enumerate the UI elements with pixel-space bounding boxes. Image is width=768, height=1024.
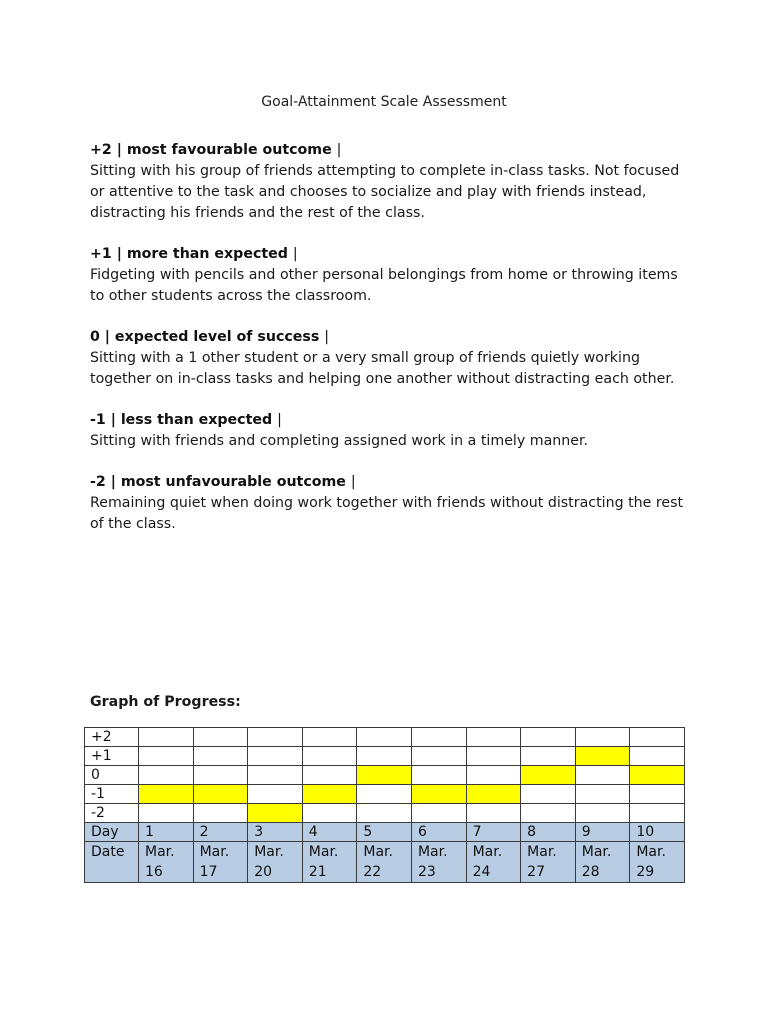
progress-mark [575,747,630,766]
level-heading-pipe: | [336,142,342,158]
date-month: Mar. [145,844,175,860]
graph-title: Graph of Progress: [90,694,241,710]
date-cell [466,842,521,883]
date-day: 17 [199,864,218,880]
date-cell [630,842,685,883]
grid-cell [466,747,521,766]
date-month: Mar. [636,844,666,860]
date-cell [248,842,303,883]
grid-cell [302,728,357,747]
progress-mark [521,766,576,785]
grid-cell [302,804,357,823]
level-heading [90,472,690,493]
row-label: -2 [85,804,139,823]
level-heading [90,244,690,265]
grid-cell [521,804,576,823]
grid-cell [521,728,576,747]
progress-mark [630,766,685,785]
date-day: 28 [581,864,600,880]
progress-mark [139,785,194,804]
grid-cell [630,804,685,823]
day-number: 4 [302,823,357,842]
date-cell [357,842,412,883]
progress-mark [466,785,521,804]
grid-cell [411,728,466,747]
level-0 [90,327,690,390]
level-minus-2 [90,472,690,535]
grid-cell [521,785,576,804]
grid-cell [139,728,194,747]
grid-cell [357,747,412,766]
grid-cell [193,747,248,766]
day-row [85,823,685,842]
goal-levels [90,140,690,555]
date-month: Mar. [363,844,393,860]
grid-cell [575,728,630,747]
grid-cell [193,766,248,785]
day-number: 6 [411,823,466,842]
date-month: Mar. [254,844,284,860]
level-minus-1 [90,410,690,452]
grid-cell [139,747,194,766]
date-day: 27 [527,864,545,880]
date-day: 22 [363,864,382,880]
date-cell [575,842,630,883]
progress-mark [411,785,466,804]
grid-cell [630,785,685,804]
level-heading-pipe: | [350,474,356,490]
grid-cell [357,804,412,823]
date-day: 23 [417,864,436,880]
progress-mark [248,804,303,823]
date-day: 20 [254,864,273,880]
day-number: 2 [193,823,248,842]
level-heading-text: 0 | expected level of success [90,329,320,345]
row-label: +1 [85,747,139,766]
level-heading-text: +1 | more than expected [90,246,288,262]
grid-cell [139,766,194,785]
date-day: 24 [472,864,491,880]
row-label: +2 [85,728,139,747]
date-cell [521,842,576,883]
grid-cell [302,747,357,766]
grid-cell [466,804,521,823]
date-month: Mar. [527,844,557,860]
progress-table [84,727,685,883]
progress-mark [302,785,357,804]
grid-cell [193,728,248,747]
grid-cell [357,785,412,804]
date-row [85,842,685,883]
day-number: 10 [630,823,685,842]
grid-cell [575,785,630,804]
grid-cell [248,747,303,766]
day-number: 9 [575,823,630,842]
level-description: Sitting with a 1 other student or a very small group of friends quietly working together on in-class tasks and helping one another without distracting each other. [90,350,675,387]
level-plus-2 [90,140,690,224]
date-day: 21 [308,864,327,880]
day-number: 8 [521,823,576,842]
document-title: Goal-Attainment Scale Assessment [261,94,507,110]
level-description: Sitting with friends and completing assigned work in a timely manner. [90,433,589,449]
level-heading [90,140,690,161]
grid-cell [575,766,630,785]
level-row [85,747,685,766]
row-label: 0 [85,766,139,785]
date-label: Date [85,842,139,883]
date-month: Mar. [199,844,230,860]
level-description: Remaining quiet when doing work together with friends without distracting the rest of the class. [90,495,684,532]
date-month: Mar. [472,844,503,860]
date-month: Mar. [581,844,612,860]
grid-cell [466,766,521,785]
level-heading-pipe: | [324,329,330,345]
level-heading-pipe: | [292,246,298,262]
level-heading-text: -2 | most unfavourable outcome [90,474,346,490]
grid-cell [248,766,303,785]
grid-cell [248,785,303,804]
grid-cell [411,747,466,766]
level-heading-text: +2 | most favourable outcome [90,142,332,158]
grid-cell [575,804,630,823]
grid-cell [248,728,303,747]
grid-cell [630,747,685,766]
day-label: Day [85,823,139,842]
date-month: Mar. [417,844,448,860]
row-label: -1 [85,785,139,804]
day-number: 5 [357,823,412,842]
level-row [85,766,685,785]
level-description: Fidgeting with pencils and other personal belongings from home or throwing items to other students across the classroom. [90,267,678,304]
grid-cell [411,766,466,785]
grid-cell [139,804,194,823]
grid-cell [630,728,685,747]
date-cell [193,842,248,883]
progress-mark [193,785,248,804]
day-number: 3 [248,823,303,842]
level-row [85,728,685,747]
day-number: 1 [139,823,194,842]
level-row [85,804,685,823]
progress-mark [357,766,412,785]
date-cell [139,842,194,883]
level-heading-pipe: | [277,412,282,428]
date-cell [411,842,466,883]
level-row [85,785,685,804]
date-day: 29 [636,864,655,880]
day-number: 7 [466,823,521,842]
date-day: 16 [145,864,163,880]
grid-cell [357,728,412,747]
level-heading [90,410,690,431]
level-heading [90,327,690,348]
grid-cell [521,747,576,766]
grid-cell [411,804,466,823]
grid-cell [193,804,248,823]
grid-cell [466,728,521,747]
level-heading-text: -1 | less than expected [90,412,273,428]
level-description: Sitting with his group of friends attempting to complete in-class tasks. Not focused or attentive to the task and chooses to socialize and play with friends instead, distracting his friends and the rest of the class. [90,163,680,221]
date-month: Mar. [308,844,339,860]
date-cell [302,842,357,883]
level-plus-1 [90,244,690,307]
grid-cell [302,766,357,785]
